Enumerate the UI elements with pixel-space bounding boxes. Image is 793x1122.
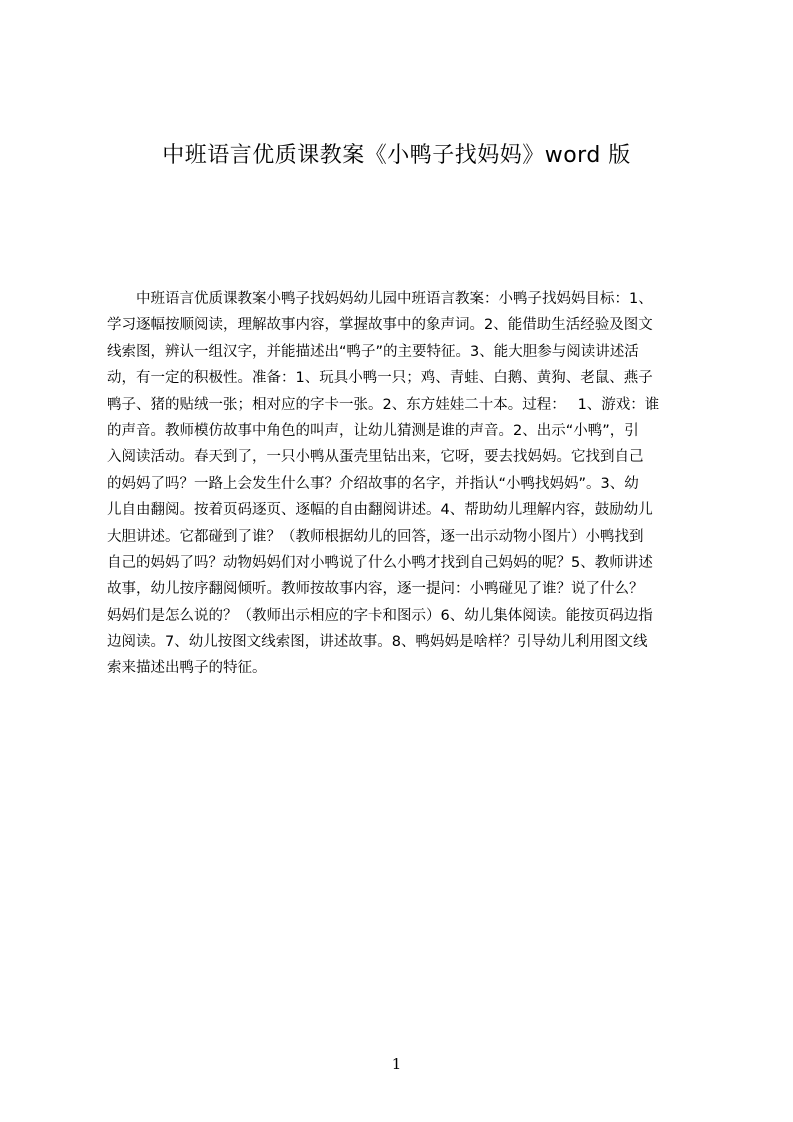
body-line: 故事，幼儿按序翻阅倾听。教师按故事内容，逐一提问：小鸭碰见了谁？说了什么？ xyxy=(107,581,644,598)
body-line: 鸭子、猪的贴绒一张；相对应的字卡一张。2、东方娃娃二十本。过程： 1、游戏：谁 xyxy=(107,396,660,413)
body-line: 中班语言优质课教案小鸭子找妈妈幼儿园中班语言教案：小鸭子找妈妈目标：1、 xyxy=(107,291,653,307)
body-line: 妈妈们是怎么说的？（教师出示相应的字卡和图示）6、幼儿集体阅读。能按页码边指 xyxy=(107,607,653,624)
body-line: 边阅读。7、幼儿按图文线索图，讲述故事。8、鸭妈妈是啥样？引导幼儿利用图文线 xyxy=(107,634,648,651)
body-line: 的妈妈了吗？一路上会发生什么事？介绍故事的名字，并指认“小鸭找妈妈”。3、幼 xyxy=(107,475,639,492)
body-line: 的声音。教师模仿故事中角色的叫声，让幼儿猜测是谁的声音。2、出示“小鸭”，引 xyxy=(107,422,639,439)
body-line: 入阅读活动。春天到了，一只小鸭从蛋壳里钻出来，它呀，要去找妈妈。它找到自己 xyxy=(107,449,644,466)
body-line: 学习逐幅按顺阅读，理解故事内容，掌握故事中的象声词。2、能借助生活经验及图文 xyxy=(107,317,653,334)
body-line: 索来描述出鸭子的特征。 xyxy=(107,660,267,677)
body-line: 儿自由翻阅。按着页码逐页、逐幅的自由翻阅讲述。4、帮助幼儿理解内容，鼓励幼儿 xyxy=(107,502,653,519)
page-number: 1 xyxy=(391,1055,402,1073)
body-line: 线索图，辨认一组汉字，并能描述出“鸭子”的主要特征。3、能大胆参与阅读讲述活 xyxy=(107,343,639,360)
body-line: 大胆讲述。它都碰到了谁？（教师根据幼儿的回答，逐一出示动物小图片）小鸭找到 xyxy=(107,528,644,545)
document-title: 中班语言优质课教案《小鸭子找妈妈》word 版 xyxy=(162,143,631,168)
body-line: 自己的妈妈了吗？动物妈妈们对小鸭说了什么小鸭才找到自己妈妈的呢？5、教师讲述 xyxy=(107,554,653,571)
body-paragraph xyxy=(107,286,697,682)
body-line: 动，有一定的积极性。准备：1、玩具小鸭一只；鸡、青蛙、白鹅、黄狗、老鼠、燕子 xyxy=(107,370,653,387)
